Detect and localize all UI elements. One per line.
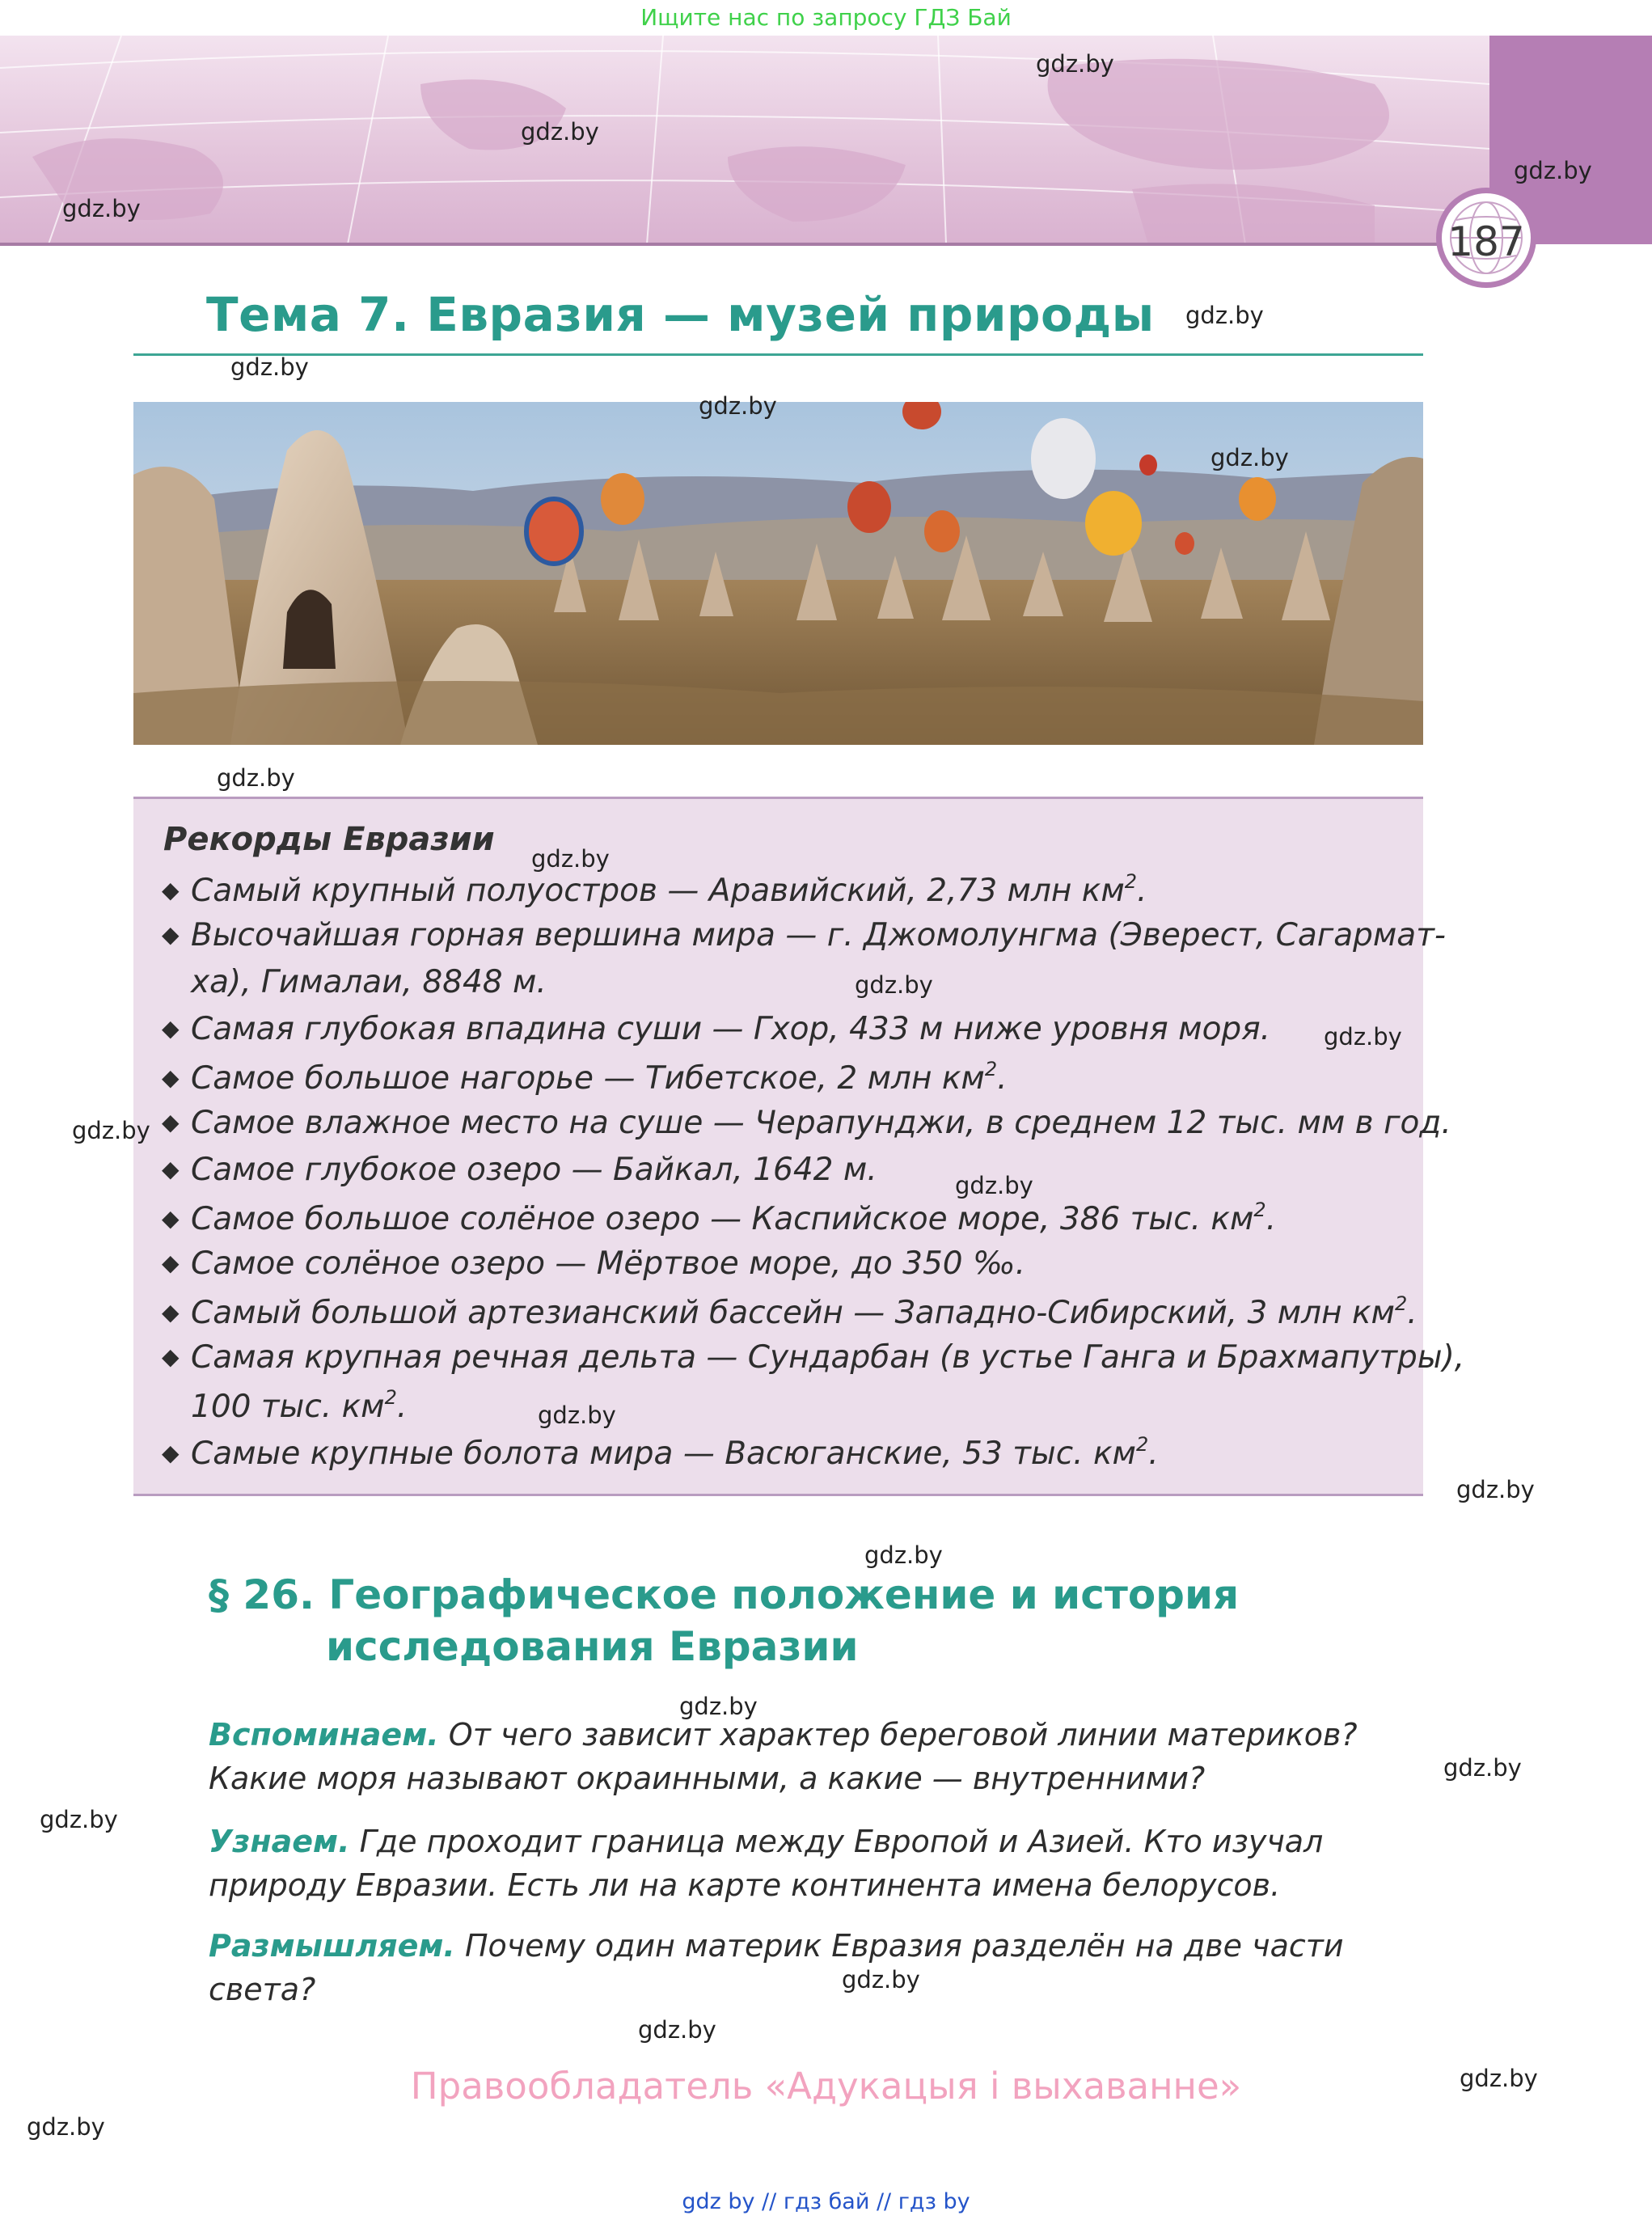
reflect-lead: Размышляем. xyxy=(209,1928,455,1964)
search-banner[interactable]: Ищите нас по запросу ГДЗ Бай xyxy=(640,4,1012,31)
diamond-bullet-icon: ◆ xyxy=(162,1440,180,1466)
record-item: ◆ Самый крупный полуостров — Аравийский, 2,73 млн $км^2$. xyxy=(162,870,1147,909)
diamond-bullet-icon: ◆ xyxy=(162,1343,180,1370)
record-item: ◆ Самое влажное место на суше — Черапунджи, в среднем 12 тыс. мм в год. xyxy=(162,1105,1451,1141)
watermark: gdz.by xyxy=(864,1541,943,1569)
diamond-bullet-icon: ◆ xyxy=(162,1156,180,1182)
theme-rule xyxy=(133,353,1423,356)
recall-block xyxy=(209,1713,1426,1800)
paragraph-number: § 26. xyxy=(209,1571,315,1618)
paragraph-title xyxy=(209,1569,1239,1672)
watermark: gdz.by xyxy=(1036,50,1114,78)
watermark: gdz.by xyxy=(217,764,295,792)
record-item-continuation: 100 тыс. $км^2$. xyxy=(191,1386,408,1425)
watermark: gdz.by xyxy=(1460,2065,1538,2092)
watermark: gdz.by xyxy=(230,353,309,381)
diamond-bullet-icon: ◆ xyxy=(162,1015,180,1042)
watermark: gdz.by xyxy=(955,1172,1033,1199)
diamond-bullet-icon: ◆ xyxy=(162,1299,180,1326)
watermark: gdz.by xyxy=(1185,302,1264,329)
diamond-bullet-icon: ◆ xyxy=(162,877,180,903)
watermark: gdz.by xyxy=(679,1693,758,1720)
record-item: ◆ Самый большой артезианский бассейн — Западно-Сибирский, 3 млн $км^2$. xyxy=(162,1292,1418,1331)
theme-title: Тема 7. Евразия — музей природы xyxy=(206,287,1155,342)
watermark: gdz.by xyxy=(1514,157,1592,184)
diamond-bullet-icon: ◆ xyxy=(162,1064,180,1091)
paragraph-title-line1: Географическое положение и история xyxy=(328,1571,1240,1618)
record-item: ◆ Самое большое солёное озеро — Каспийское море, 386 тыс. $км^2$. xyxy=(162,1199,1277,1237)
record-item: ◆ Самая глубокая впадина суши — Гхор, 433 м ниже уровня моря. xyxy=(162,1011,1271,1047)
record-item: ◆ Самая крупная речная дельта — Сундарбан (в устье Ганга и Брахмапутры), xyxy=(162,1339,1465,1376)
diamond-bullet-icon: ◆ xyxy=(162,1205,180,1232)
learn-block xyxy=(209,1820,1426,1907)
watermark: gdz.by xyxy=(1210,444,1289,471)
learn-lead: Узнаем. xyxy=(209,1824,350,1859)
watermark: gdz.by xyxy=(1324,1023,1402,1051)
watermark: gdz.by xyxy=(538,1402,616,1429)
footer-links[interactable]: gdz by // гдз бай // гдз by xyxy=(682,2189,970,2214)
record-item: ◆ Высочайшая горная вершина мира — г. Джомолунгма (Эверест, Сагармат- xyxy=(162,917,1446,953)
page-number: 187 xyxy=(1447,218,1525,265)
watermark: gdz.by xyxy=(531,845,610,873)
diamond-bullet-icon: ◆ xyxy=(162,1109,180,1135)
recall-lead: Вспоминаем. xyxy=(209,1717,439,1753)
copyright-notice: Правообладатель «Адукацыя і выхаванне» xyxy=(410,2065,1242,2108)
watermark: gdz.by xyxy=(521,118,599,146)
reflect-block xyxy=(209,1924,1426,2011)
record-item-continuation: ха), Гималаи, 8848 м. xyxy=(191,964,547,1000)
diamond-bullet-icon: ◆ xyxy=(162,921,180,948)
learn-text: Где проходит граница между Европой и Азией. Кто изучал природу Евразии. Есть ли на карте континента имена белорусов. xyxy=(209,1824,1324,1903)
records-title: Рекорды Евразии xyxy=(163,821,495,858)
watermark: gdz.by xyxy=(40,1806,118,1833)
watermark: gdz.by xyxy=(72,1117,150,1144)
paragraph-title-line2: исследования Евразии xyxy=(326,1623,859,1670)
watermark: gdz.by xyxy=(855,971,933,999)
reflect-text: Почему один материк Евразия разделён на две части света? xyxy=(209,1928,1344,2007)
watermark: gdz.by xyxy=(842,1966,920,1994)
watermark: gdz.by xyxy=(699,392,777,420)
record-item: ◆ Самые крупные болота мира — Васюганские, 53 тыс. $км^2$. xyxy=(162,1433,1159,1472)
record-item: ◆ Самое солёное озеро — Мёртвое море, до 350 ‰. xyxy=(162,1245,1026,1282)
record-item: ◆ Самое глубокое озеро — Байкал, 1642 м. xyxy=(162,1152,877,1188)
watermark: gdz.by xyxy=(62,195,141,222)
header-rule xyxy=(0,243,1489,246)
watermark: gdz.by xyxy=(1456,1476,1535,1503)
watermark: gdz.by xyxy=(27,2113,105,2141)
map-graticule xyxy=(0,36,1489,244)
recall-text: От чего зависит характер береговой линии материков? Какие моря называют окраинными, а какие — внутренними? xyxy=(209,1717,1358,1796)
diamond-bullet-icon: ◆ xyxy=(162,1249,180,1276)
record-item: ◆ Самое большое нагорье — Тибетское, 2 млн $км^2$. xyxy=(162,1058,1008,1097)
header-map-band xyxy=(0,36,1489,244)
watermark: gdz.by xyxy=(638,2016,716,2044)
watermark: gdz.by xyxy=(1443,1754,1522,1782)
